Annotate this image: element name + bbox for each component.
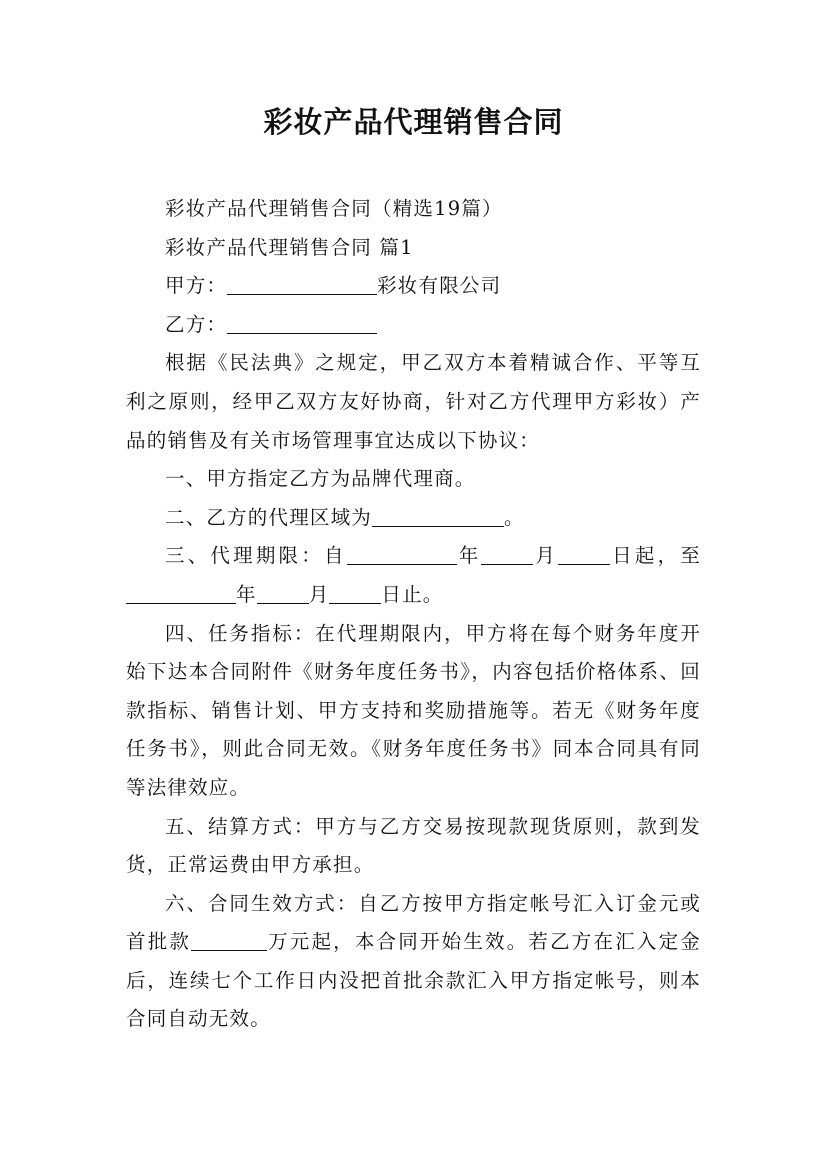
clause-1: 一、甲方指定乙方为品牌代理商。 — [165, 467, 476, 491]
start-year-blank — [347, 544, 457, 565]
clause-6-suffix: 万元起，本合同开始生效。若乙方在汇入定金后，连续七个工作日内没把首批余款汇入甲方指定帐号，则本合同自动无效。 — [126, 930, 701, 1031]
party-b-blank — [227, 313, 377, 334]
clause-3-prefix: 三、代理期限：自 — [165, 544, 347, 568]
document-subtitle: 彩妆产品代理销售合同（精选19篇） — [165, 197, 503, 220]
article-heading: 彩妆产品代理销售合同 篇1 — [165, 235, 414, 259]
end-month-blank — [257, 583, 309, 604]
end-month-word: 月 — [308, 582, 330, 606]
clause-2-prefix: 二、乙方的代理区域为 — [165, 505, 373, 529]
amount-blank — [191, 930, 267, 951]
start-month-blank — [481, 544, 533, 565]
start-day-blank — [558, 544, 610, 565]
clause-2-suffix: 。 — [504, 505, 525, 529]
start-year-word: 年 — [456, 544, 482, 568]
party-b-label: 乙方： — [165, 312, 228, 336]
clause-2 — [126, 499, 701, 538]
end-day-blank — [329, 583, 381, 604]
region-blank — [372, 506, 504, 527]
clause-6 — [126, 885, 701, 1039]
document-body — [126, 190, 701, 1039]
start-month-word: 月 — [533, 544, 559, 568]
clause-4: 四、任务指标：在代理期限内，甲方将在每个财务年度开始下达本合同附件《财务年度任务书》，内容包括价格体系、回款指标、销售计划、甲方支持和奖励措施等。若无《财务年度任务书》，则此合同无效。《财务年度任务书》同本合同具有同等法律效应。 — [126, 621, 701, 799]
end-year-blank — [126, 583, 236, 604]
clause-6-prefix: 六、合同生效方式：自乙方按甲方指定帐号汇入订金元或首批款 — [126, 891, 701, 954]
clause-5: 五、结算方式：甲方与乙方交易按现款现货原则，款到发货，正常运费由甲方承担。 — [126, 814, 701, 877]
clause-3 — [126, 537, 701, 614]
document-title: 彩妆产品代理销售合同 — [263, 105, 564, 139]
party-a-line — [126, 267, 701, 306]
party-b-line — [126, 306, 701, 345]
end-day-word: 日止。 — [381, 582, 444, 606]
intro-paragraph: 根据《民法典》之规定，甲乙双方本着精诚合作、平等互利之原则，经甲乙双方友好协商，针对乙方代理甲方彩妆）产品的销售及有关市场管理事宜达成以下协议： — [126, 351, 701, 452]
start-day-word: 日起，至 — [610, 544, 701, 568]
end-year-word: 年 — [236, 582, 257, 606]
party-a-label: 甲方： — [165, 274, 228, 298]
party-a-blank — [227, 274, 377, 295]
party-a-suffix: 彩妆有限公司 — [377, 274, 502, 298]
